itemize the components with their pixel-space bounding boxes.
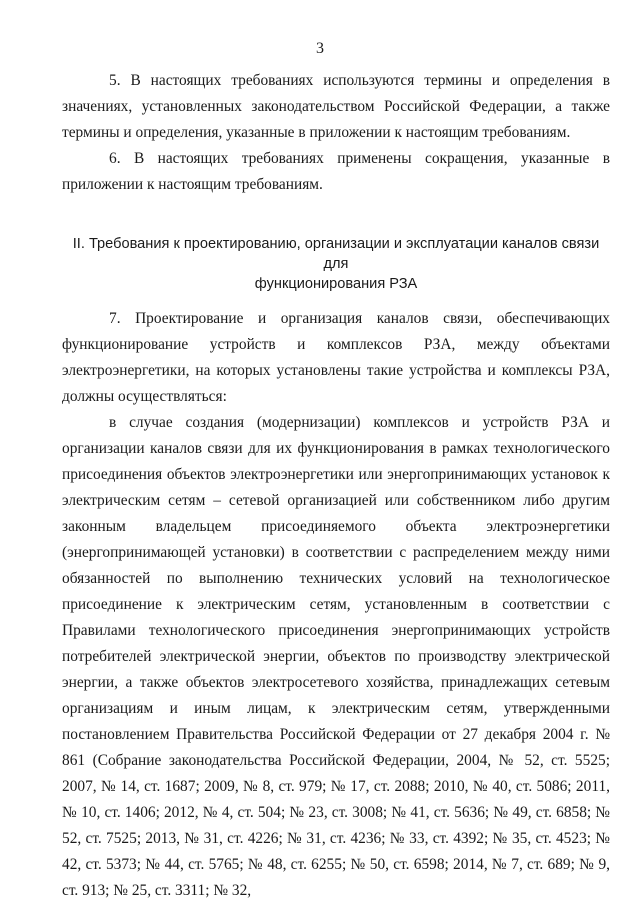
paragraph-5: 5. В настоящих требованиях используются термины и определения в значениях, установленных законодательством Российской Федерации, а также термины и определения, указанные в приложении к настоящим требованиям. (62, 72, 610, 141)
section-heading-line-1: II. Требования к проектированию, организации и эксплуатации каналов связи для (72, 236, 600, 272)
paragraph-7-subclause: в случае создания (модернизации) комплексов и устройств РЗА и организации каналов связи для их функционирования в рамках технологического присоединения объектов электроэнергетики или энергопринимающих установок к электрическим сетям – сетевой организацией или собственником либо другим законным владельцем присоединяемого объекта электроэнергетики (энергопринимающей установки) в соответствии с распределением между ними обязанностей по выполнению технических условий на технологическое присоединение к электрическим сетям, установленным в соответствии с Правилами технологического присоединения энергопринимающих устройств потребителей электрической энергии, объектов по производству электрической энергии, а также объектов электросетевого хозяйства, принадлежащих сетевым организациям и иным лицам, к электрическим сетям, утвержденными постановлением Правительства Российской Федерации от 27 декабря 2004 г. № 861 (Собрание законодательства Российской Федерации, 2004, № 52, ст. 5525; 2007, № 14, ст. 1687; 2009, № 8, ст. 979; № 17, ст. 2088; 2010, № 40, ст. 5086; 2011, № 10, ст. 1406; 2012, № 4, ст. 504; № 23, ст. 3008; № 41, ст. 5636; № 49, ст. 6858; № 52, ст. 7525; 2013, № 31, ст. 4226; № 31, ст. 4236; № 33, ст. 4392; № 35, ст. 4523; № 42, ст. 5373; № 44, ст. 5765; № 48, ст. 6255; № 50, ст. 6598; 2014, № 7, ст. 689; № 9, ст. 913; № 25, ст. 3311; № 32, (62, 414, 610, 899)
section-heading (62, 234, 610, 294)
page-number: 3 (316, 40, 324, 57)
document-body (62, 68, 610, 904)
paragraph-6: 6. В настоящих требованиях применены сокращения, указанные в приложении к настоящим требованиям. (62, 150, 610, 193)
paragraph-7: 7. Проектирование и организация каналов связи, обеспечивающих функционирование устройств и комплексов РЗА, между объектами электроэнергетики, на которых установлены такие устройства и комплексы РЗА, должны осуществляться: (62, 310, 610, 405)
section-heading-line-2: функционирования РЗА (254, 276, 418, 292)
